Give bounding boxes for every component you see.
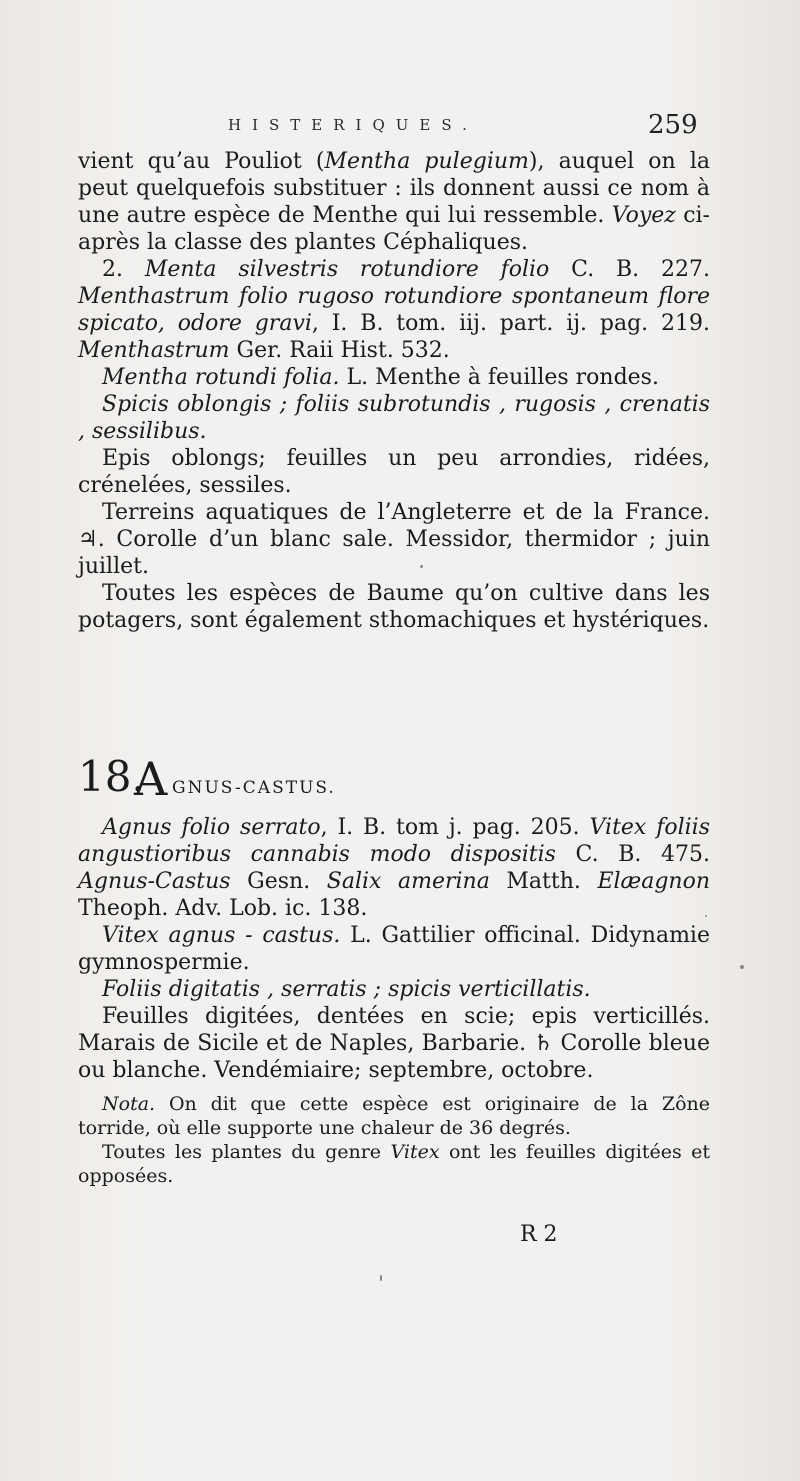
p1-text-3: ci-après la classe des plantes Céphaliques. xyxy=(78,203,710,255)
upper-text-block xyxy=(78,148,710,634)
nota2-text-2: ont les feuilles digitées et opposées. xyxy=(78,1141,710,1187)
p3-latin: Mentha rotundi folia. xyxy=(102,365,340,390)
running-head: HISTERIQUES. xyxy=(228,116,478,134)
section-initial: A xyxy=(134,752,168,806)
p11-french-description: Feuilles digitées, dentées en scie; epis verticillés. Marais de Sicile et de Naples, Barbarie. xyxy=(78,1004,710,1056)
paragraph-french-description xyxy=(78,445,710,499)
p10-latin-description: Foliis digitatis , serratis ; spicis verticillatis. xyxy=(102,977,591,1002)
paragraph-mentha-rotundi xyxy=(78,364,710,391)
paper-speck xyxy=(420,565,423,568)
p6-flowering: Corolle d’un blanc sale. Messidor, thermidor ; juin juillet. xyxy=(78,527,710,579)
paragraph-vitex-french-desc xyxy=(78,1003,710,1084)
nota2-text-1: Toutes les plantes du genre xyxy=(102,1141,382,1163)
paragraph-latin-description xyxy=(78,391,710,445)
p8-ref-4: Matth. xyxy=(506,869,581,894)
p1-text-2: ), auquel on la peut quelquefois substituer : ils donnent aussi ce nom à une autre espèce de Menthe qui lui ressemble. xyxy=(78,149,710,228)
paper-speck xyxy=(705,915,707,917)
shrub-symbol: ♄ xyxy=(533,1031,554,1056)
p9-french: L. Gattilier officinal. Didynamie gymnospermie. xyxy=(78,923,710,975)
p8-latin-3: Agnus-Castus xyxy=(78,869,231,894)
p8-ref-5: Theoph. Adv. Lob. ic. 138. xyxy=(78,896,368,921)
nota-label: Nota. xyxy=(102,1093,156,1115)
p8-latin-1: Agnus folio serrato xyxy=(102,815,321,840)
paragraph-vitex-latin-desc xyxy=(78,976,710,1003)
p6-habitat: Terreins aquatiques de l’Angleterre et de la France. xyxy=(102,500,710,525)
page-header xyxy=(0,112,800,152)
p2-latin-3: Menthastrum xyxy=(78,338,230,363)
paragraph-baume xyxy=(78,580,710,634)
p1-latin-name: Mentha pulegium xyxy=(324,149,529,174)
p11-flowering: Corolle bleue ou blanche. Vendémiaire; septembre, octobre. xyxy=(78,1031,710,1083)
p5-french-description: Epis oblongs; feuilles un peu arrondies, ridées, crénelées, sessiles. xyxy=(78,446,710,498)
perennial-symbol: ♃. xyxy=(78,527,105,552)
paragraph-habitat xyxy=(78,499,710,580)
paragraph-nota-vitex xyxy=(78,1140,710,1188)
p8-latin-5: Elæagnon xyxy=(597,869,710,894)
p8-latin-2: Vitex foliis angustioribus cannabis modo dispositis xyxy=(78,815,710,867)
p3-french: L. Menthe à feuilles rondes. xyxy=(346,365,659,390)
signature-mark: R 2 xyxy=(520,1222,558,1247)
paper-speck xyxy=(380,1275,382,1281)
page-number: 259 xyxy=(648,110,698,140)
lower-text-block xyxy=(78,814,710,1188)
paragraph-vitex-name xyxy=(78,922,710,976)
p8-ref-1: , I. B. tom j. pag. 205. xyxy=(320,815,580,840)
paper-speck xyxy=(740,965,744,969)
p2-latin-2: Menthastrum folio rugoso rotundiore spontaneum flore spicato, odore gravi xyxy=(78,284,710,336)
paragraph-menta-silvestris xyxy=(78,256,710,364)
p4-latin-description: Spicis oblongis ; foliis subrotundis , rugosis , crenatis , sessilibus. xyxy=(78,392,710,444)
nota-text: On dit que cette espèce est originaire de la Zône torride, où elle supporte une chaleur de 36 degrés. xyxy=(78,1093,710,1139)
p2-ref-1: C. B. 227. xyxy=(571,257,710,282)
section-heading xyxy=(78,752,710,804)
section-title: GNUS-CASTUS. xyxy=(172,778,336,798)
p8-ref-2: C. B. 475. xyxy=(575,842,710,867)
paragraph-agnus-synonyms xyxy=(78,814,710,922)
nota2-genus: Vitex xyxy=(390,1141,440,1163)
p2-ref-3: Ger. Raii Hist. 532. xyxy=(236,338,450,363)
p8-latin-4: Salix amerina xyxy=(326,869,490,894)
p1-voyez: Voyez xyxy=(611,203,676,228)
p8-ref-3: Gesn. xyxy=(247,869,311,894)
section-number: 18. xyxy=(78,752,145,801)
p9-latin: Vitex agnus - castus. xyxy=(102,923,341,948)
p2-ref-2: , I. B. tom. iij. part. ij. pag. 219. xyxy=(311,311,710,336)
paragraph-nota xyxy=(78,1092,710,1140)
p7-baume: Toutes les espèces de Baume qu’on cultive dans les potagers, sont également sthomachiques et hystériques. xyxy=(78,581,710,633)
paragraph-pouliot xyxy=(78,148,710,256)
p2-latin-1: Menta silvestris rotundiore folio xyxy=(144,257,550,282)
p2-number: 2. xyxy=(102,257,123,282)
p1-text-1: vient qu’au Pouliot ( xyxy=(78,149,325,174)
